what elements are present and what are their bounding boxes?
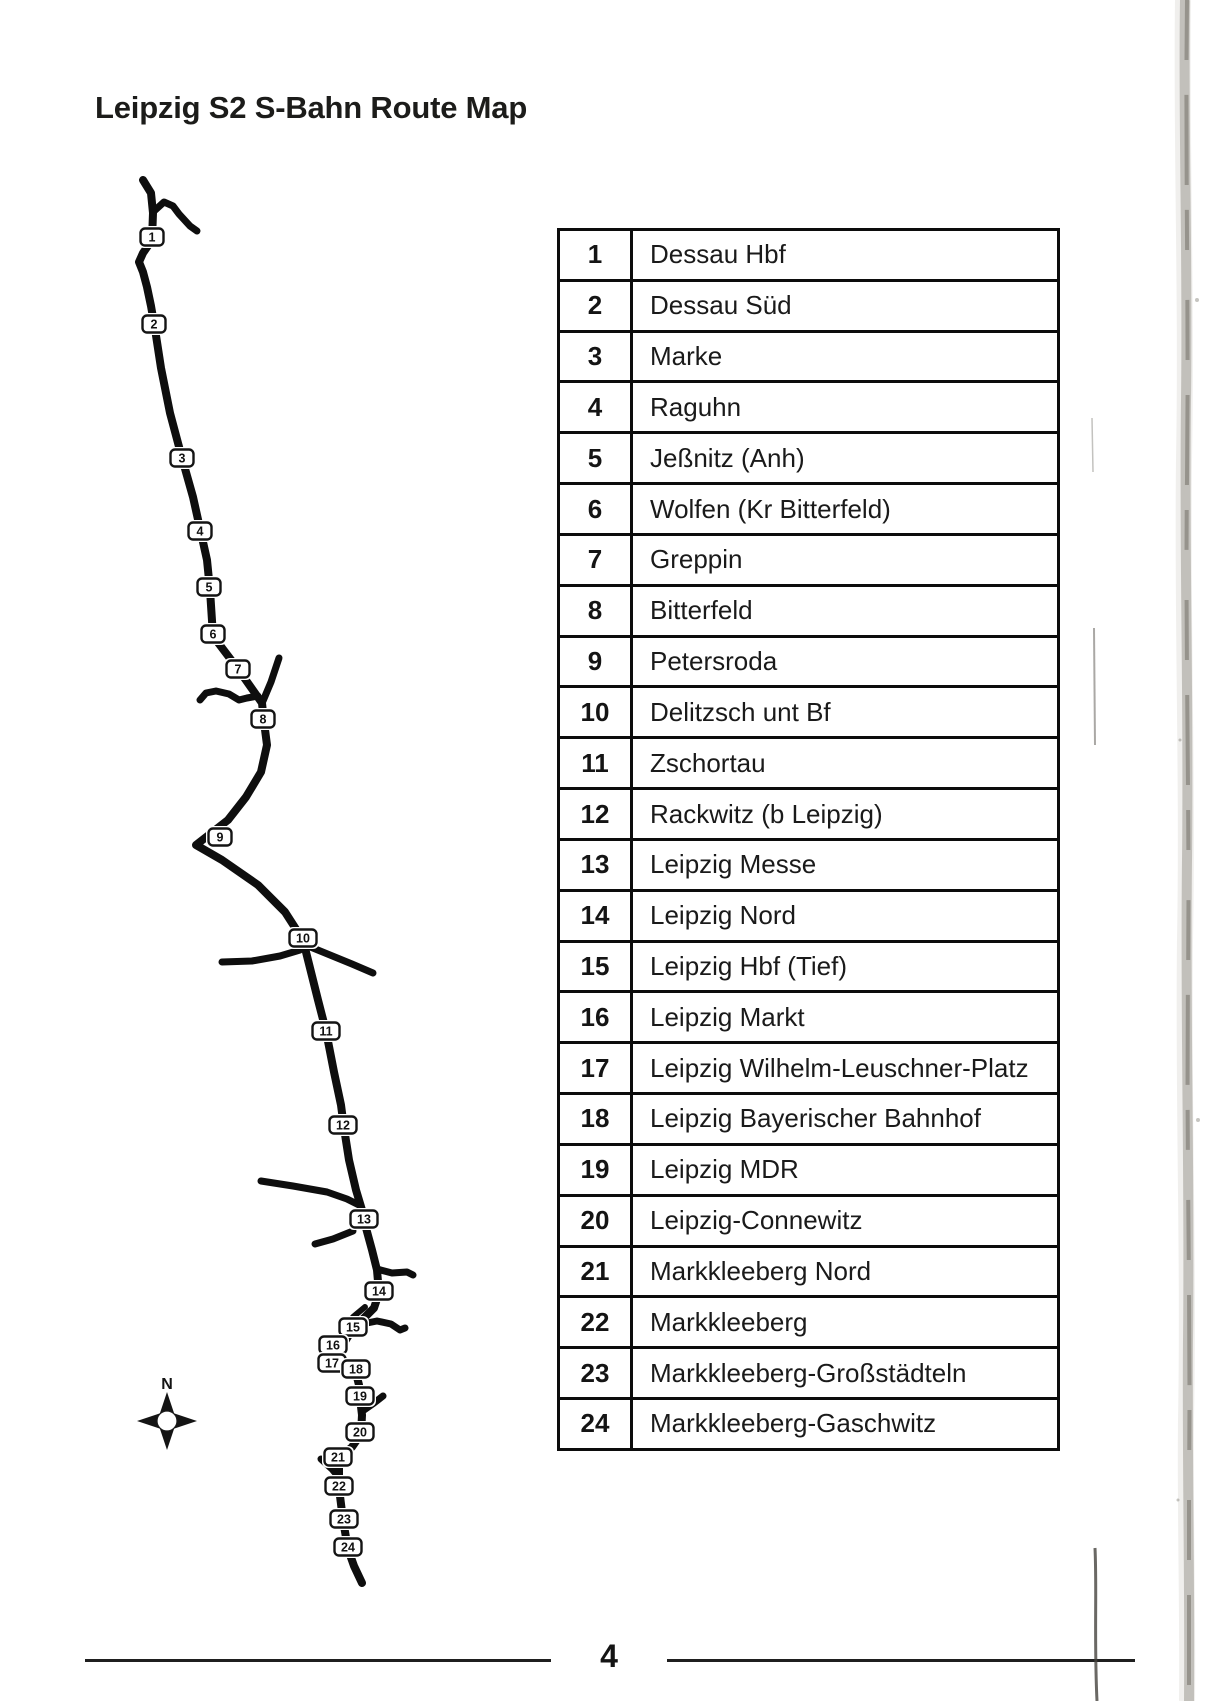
station-name-cell: Leipzig Markt — [650, 1001, 805, 1032]
station-badge — [310, 1020, 342, 1042]
station-badge-number: 11 — [319, 1024, 333, 1039]
station-name-cell: Zschortau — [650, 747, 766, 778]
station-badge-number: 13 — [357, 1212, 371, 1227]
station-badge-number: 5 — [205, 580, 213, 595]
table-row — [560, 380, 1057, 431]
station-badge — [363, 1280, 395, 1302]
compass-rose — [137, 1376, 197, 1450]
table-row — [560, 940, 1057, 991]
paper-edge-texture — [1073, 0, 1213, 1701]
station-name-cell: Petersroda — [650, 646, 778, 677]
station-name-cell: Leipzig Hbf (Tief) — [650, 951, 847, 981]
table-row — [560, 736, 1057, 787]
table-row — [560, 1397, 1057, 1448]
station-name-cell: Leipzig MDR — [650, 1154, 799, 1185]
route-line — [308, 946, 373, 973]
table-row — [560, 787, 1057, 838]
table-row — [560, 231, 1057, 279]
table-row — [560, 1346, 1057, 1397]
table-row — [560, 279, 1057, 330]
table-row — [560, 482, 1057, 533]
station-number-cell: 21 — [560, 1248, 633, 1296]
station-badge-number: 20 — [353, 1425, 367, 1440]
station-name-cell: Delitzsch unt Bf — [650, 696, 831, 727]
table-row — [560, 990, 1057, 1041]
station-number-cell: 4 — [560, 383, 633, 431]
station-name-cell: Raguhn — [650, 391, 742, 422]
station-badge — [206, 826, 234, 848]
station-badge-number: 7 — [234, 662, 242, 677]
station-badge-number: 16 — [326, 1338, 340, 1353]
station-number-cell: 11 — [560, 739, 633, 787]
route-line — [200, 691, 258, 700]
table-row — [560, 1295, 1057, 1346]
station-badge — [328, 1508, 360, 1530]
station-badge-number: 24 — [341, 1540, 355, 1555]
station-name-cell: Markkleeberg — [650, 1306, 808, 1337]
table-row — [560, 533, 1057, 584]
station-badge-number: 1 — [148, 230, 156, 245]
station-name-cell: Bitterfeld — [650, 595, 753, 626]
table-row — [560, 1143, 1057, 1194]
station-badge — [138, 226, 166, 248]
station-table — [557, 228, 1060, 1451]
station-badge — [186, 520, 214, 542]
station-badge — [344, 1421, 376, 1443]
page-title: Leipzig S2 S-Bahn Route Map — [95, 90, 528, 125]
station-number-cell: 23 — [560, 1349, 633, 1397]
station-badge — [327, 1114, 359, 1136]
station-number-cell: 19 — [560, 1146, 633, 1194]
station-badge-number: 2 — [150, 317, 158, 332]
station-badge — [199, 623, 227, 645]
station-badge-number: 6 — [209, 627, 217, 642]
station-number-cell: 12 — [560, 790, 633, 838]
table-row — [560, 889, 1057, 940]
station-name-cell: Marke — [650, 341, 723, 372]
station-number-cell: 13 — [560, 841, 633, 889]
station-badge — [323, 1475, 355, 1497]
station-badge — [322, 1446, 354, 1468]
table-row — [560, 1092, 1057, 1143]
table-row — [560, 1041, 1057, 1092]
station-badge — [340, 1358, 372, 1380]
station-name-cell: Leipzig-Connewitz — [650, 1205, 863, 1236]
station-number-cell: 24 — [560, 1400, 633, 1448]
station-name-cell: Leipzig Messe — [650, 849, 817, 880]
station-badge — [287, 927, 319, 949]
station-name-cell: Wolfen (Kr Bitterfeld) — [650, 493, 891, 524]
station-name-cell: Dessau Süd — [650, 290, 792, 321]
station-name-cell: Leipzig Nord — [650, 900, 796, 931]
station-badge — [344, 1385, 376, 1407]
station-badge-number: 18 — [349, 1362, 363, 1377]
station-badge — [195, 576, 223, 598]
table-row — [560, 635, 1057, 686]
station-number-cell: 10 — [560, 688, 633, 736]
station-number-cell: 8 — [560, 587, 633, 635]
station-badge-number: 23 — [337, 1512, 351, 1527]
station-number-cell: 3 — [560, 333, 633, 381]
station-number-cell: 9 — [560, 638, 633, 686]
station-badge-number: 12 — [336, 1118, 350, 1133]
page-number: 4 — [600, 1638, 618, 1674]
station-number-cell: 2 — [560, 282, 633, 330]
compass-center — [157, 1411, 177, 1431]
station-number-cell: 17 — [560, 1044, 633, 1092]
route-line — [377, 1269, 413, 1275]
table-row — [560, 584, 1057, 635]
table-row — [560, 838, 1057, 889]
station-badge — [332, 1536, 364, 1558]
station-number-cell: 7 — [560, 536, 633, 584]
station-name-cell: Leipzig Bayerischer Bahnhof — [650, 1103, 981, 1134]
table-row — [560, 1194, 1057, 1245]
route-line — [261, 1181, 359, 1205]
station-badge-number: 22 — [332, 1479, 346, 1494]
station-badge-number: 10 — [296, 931, 310, 946]
route-line — [263, 658, 279, 701]
station-badge — [224, 658, 252, 680]
station-name-cell: Dessau Hbf — [650, 239, 786, 270]
table-row — [560, 431, 1057, 482]
route-line — [315, 1231, 353, 1244]
station-number-cell: 5 — [560, 434, 633, 482]
station-name-cell: Rackwitz (b Leipzig) — [650, 798, 883, 829]
route-line — [222, 950, 300, 962]
station-name-cell: Markkleeberg-Großstädteln — [650, 1357, 967, 1388]
station-badge-number: 15 — [346, 1320, 360, 1335]
compass-north-label: N — [161, 1376, 173, 1393]
table-row — [560, 330, 1057, 381]
station-badge-number: 21 — [331, 1450, 345, 1465]
station-number-cell: 15 — [560, 943, 633, 991]
station-badge-number: 9 — [216, 830, 224, 845]
station-number-cell: 1 — [560, 231, 633, 279]
station-badge-number: 3 — [178, 451, 186, 466]
station-badge-number: 17 — [325, 1356, 339, 1371]
station-badge-number: 19 — [353, 1389, 367, 1404]
station-badge-number: 8 — [259, 712, 267, 727]
station-badge — [168, 447, 196, 469]
station-name-cell: Markkleeberg Nord — [650, 1255, 872, 1286]
station-badge-number: 14 — [372, 1284, 386, 1299]
station-badge — [140, 313, 168, 335]
station-number-cell: 16 — [560, 993, 633, 1041]
station-name-cell: Jeßnitz (Anh) — [650, 442, 805, 473]
station-badge — [249, 708, 277, 730]
table-row — [560, 1245, 1057, 1296]
station-number-cell: 14 — [560, 892, 633, 940]
station-number-cell: 6 — [560, 485, 633, 533]
station-number-cell: 22 — [560, 1298, 633, 1346]
station-name-cell: Greppin — [650, 544, 743, 575]
station-number-cell: 20 — [560, 1197, 633, 1245]
station-number-cell: 18 — [560, 1095, 633, 1143]
station-name-cell: Markkleeberg-Gaschwitz — [650, 1408, 937, 1439]
footer-rule-right — [667, 1659, 1135, 1662]
footer-rule-left — [85, 1659, 551, 1662]
table-row — [560, 685, 1057, 736]
station-badge — [348, 1208, 380, 1230]
station-badge-number: 4 — [196, 524, 204, 539]
station-name-cell: Leipzig Wilhelm-Leuschner-Platz — [650, 1052, 1029, 1083]
